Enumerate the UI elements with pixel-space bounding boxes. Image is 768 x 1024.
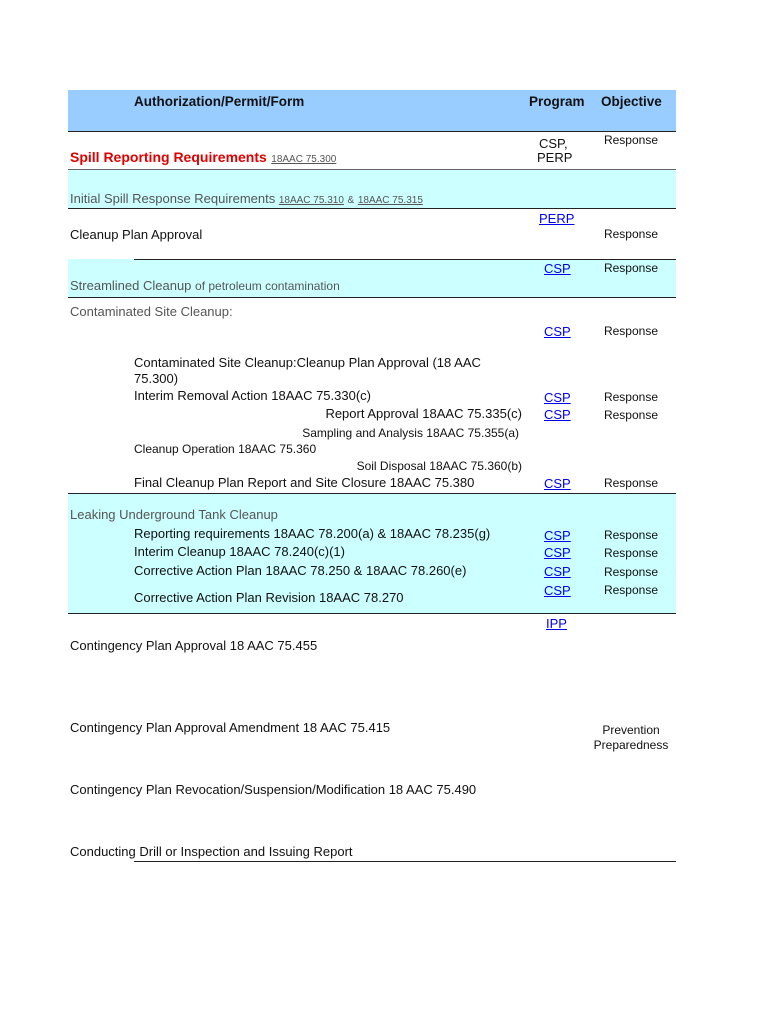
lut-title: Leaking Underground Tank Cleanup	[70, 507, 278, 522]
streamlined-title-line	[70, 278, 340, 293]
lut-item-1: Reporting requirements 18AAC 78.200(a) & 18AAC 78.235(g)	[134, 526, 491, 541]
lut-item-2-objective: Response	[603, 546, 659, 560]
initial-spill-ref1-link[interactable]: 18AAC 75.310	[278, 195, 344, 206]
divider-bottom	[134, 861, 676, 862]
initial-spill-amp: &	[347, 195, 355, 206]
header-underline	[68, 131, 676, 132]
contaminated-sub7-program-link[interactable]: CSP	[544, 476, 571, 491]
divider-streamlined-bottom	[68, 297, 676, 298]
lut-item-4: Corrective Action Plan Revision 18AAC 78.270	[134, 590, 404, 605]
spill-reporting-title-line	[70, 149, 336, 167]
initial-spill-title-line	[70, 191, 423, 206]
lut-item-2-program-link[interactable]: CSP	[544, 545, 571, 560]
contingency-program-link[interactable]: IPP	[546, 616, 567, 631]
contaminated-sub2-program-link[interactable]: CSP	[544, 390, 571, 405]
contingency-objective-line2: Preparedness	[593, 738, 669, 752]
spill-reporting-ref-link[interactable]: 18AAC 75.300	[271, 154, 337, 165]
cleanup-plan-objective: Response	[603, 227, 659, 241]
divider-initial-top	[68, 169, 676, 170]
streamlined-objective: Response	[603, 261, 659, 275]
contaminated-sub2-objective: Response	[603, 390, 659, 404]
contaminated-sub3: Report Approval 18AAC 75.335(c)	[325, 406, 522, 421]
streamlined-suffix: of petroleum contamination	[195, 279, 340, 293]
divider-streamlined-top	[134, 259, 676, 260]
lut-item-3-program-link[interactable]: CSP	[544, 564, 571, 579]
lut-item-3: Corrective Action Plan 18AAC 78.250 & 18AAC 78.260(e)	[134, 563, 467, 578]
spill-reporting-title: Spill Reporting Requirements	[70, 149, 267, 165]
contingency-item-2: Contingency Plan Approval Amendment 18 AAC 75.415	[70, 720, 391, 735]
contaminated-program-link[interactable]: CSP	[544, 324, 571, 339]
column-header-program: Program	[529, 94, 585, 109]
lut-item-1-program-link[interactable]: CSP	[544, 528, 571, 543]
divider-initial-bottom	[68, 208, 676, 209]
contingency-item-3: Contingency Plan Revocation/Suspension/Modification 18 AAC 75.490	[70, 782, 477, 797]
contaminated-sub1-cont: 75.300)	[134, 371, 179, 386]
contaminated-title: Contaminated Site Cleanup:	[70, 304, 233, 319]
streamlined-program-link[interactable]: CSP	[544, 261, 571, 276]
lut-item-2: Interim Cleanup 18AAC 78.240(c)(1)	[134, 544, 345, 559]
column-header-authorization: Authorization/Permit/Form	[134, 94, 305, 109]
lut-item-4-program-link[interactable]: CSP	[544, 583, 571, 598]
spill-program-line2: PERP	[537, 150, 573, 165]
contaminated-sub2: Interim Removal Action 18AAC 75.330(c)	[134, 388, 371, 403]
contaminated-sub3-program-link[interactable]: CSP	[544, 407, 571, 422]
contaminated-objective: Response	[603, 324, 659, 338]
column-header-objective: Objective	[601, 94, 662, 109]
contaminated-sub7-objective: Response	[603, 476, 659, 490]
streamlined-title: Streamlined Cleanup	[70, 278, 192, 293]
initial-spill-ref2-link[interactable]: 18AAC 75.315	[357, 195, 423, 206]
contaminated-sub6: Soil Disposal 18AAC 75.360(b)	[356, 459, 522, 473]
divider-lut-bottom	[68, 613, 676, 614]
contaminated-sub5: Cleanup Operation 18AAC 75.360	[134, 442, 317, 456]
contaminated-sub3-objective: Response	[603, 408, 659, 422]
lut-item-4-objective: Response	[603, 583, 659, 597]
contaminated-sub7: Final Cleanup Plan Report and Site Closure 18AAC 75.380	[134, 475, 475, 490]
cleanup-plan-title: Cleanup Plan Approval	[70, 227, 203, 242]
lut-item-1-objective: Response	[603, 528, 659, 542]
contingency-objective-line1: Prevention	[602, 723, 660, 737]
divider-lut-top	[68, 493, 676, 494]
spill-program-line1: CSP,	[539, 136, 568, 151]
contaminated-sub4: Sampling and Analysis 18AAC 75.355(a)	[302, 426, 519, 440]
initial-spill-title: Initial Spill Response Requirements	[70, 191, 276, 206]
cleanup-plan-program-link[interactable]: PERP	[539, 211, 575, 226]
contingency-item-1: Contingency Plan Approval 18 AAC 75.455	[70, 638, 318, 653]
contingency-item-4: Conducting Drill or Inspection and Issuing Report	[70, 844, 353, 859]
contaminated-sub1: Contaminated Site Cleanup:Cleanup Plan Approval (18 AAC	[134, 355, 481, 370]
spill-objective: Response	[603, 133, 659, 147]
lut-item-3-objective: Response	[603, 565, 659, 579]
